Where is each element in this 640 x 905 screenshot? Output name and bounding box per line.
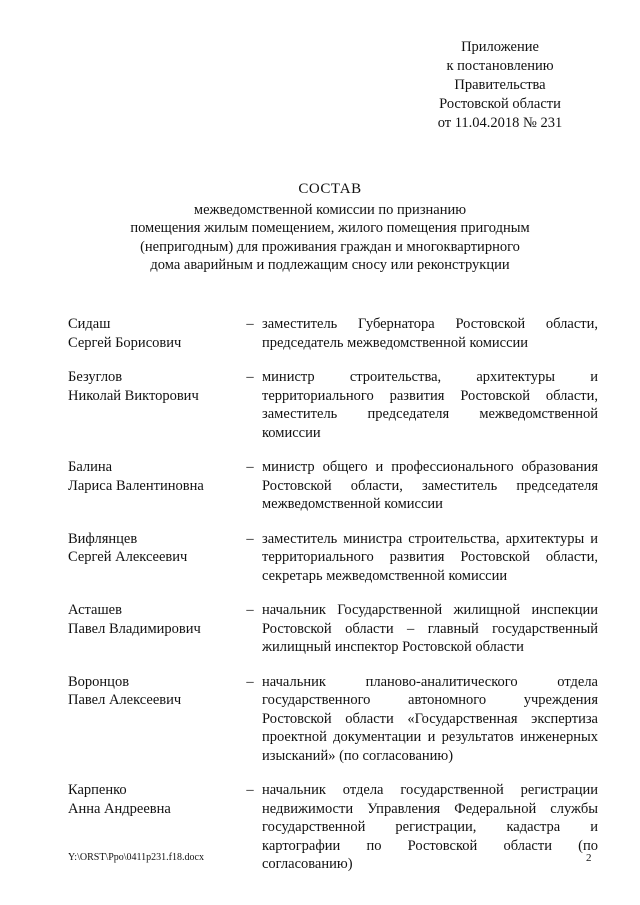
member-role: заместитель Губернатора Ростовской области, председатель межведомственной комиссии [262,316,598,351]
member-surname: Сидаш [68,316,111,332]
document-title [90,180,570,275]
member-role: заместитель министра строительства, архитектуры и территориального развития Ростовской области, секретарь межведомственной комиссии [262,530,598,584]
member-given-name: Лариса Валентиновна [68,477,204,494]
member-given-name: Сергей Борисович [68,334,182,351]
member-given-name: Павел Алексеевич [68,692,182,708]
member-name [68,530,238,586]
member-dash: – [246,459,254,475]
member-role: начальник Государственной жилищной инспекции Ростовской области – главный государственный жилищный инспектор Ростовской области [262,602,598,655]
title-line: межведомственной комиссии по признанию [193,201,467,218]
member-surname: Вифлянцев [68,530,138,547]
member-name [68,368,238,442]
member-given-name: Павел Владимирович [68,620,201,637]
member-name [68,673,238,766]
appendix-line: Ростовской области [439,96,561,112]
member-dash: – [246,369,254,385]
member-role: министр общего и профессионального образования Ростовской области, заместитель председателя межведомственной комиссии [262,459,598,512]
title-subtitle [90,201,570,275]
appendix-line: к постановлению [446,58,554,74]
member-name [68,458,238,514]
member-dash: – [246,782,254,798]
member-name [68,315,238,352]
member-surname: Балина [68,459,113,475]
member-row [68,458,598,514]
member-row [68,315,598,352]
appendix-line: Приложение [461,39,539,55]
member-row [68,368,598,442]
appendix-line: Правительства [454,77,546,93]
member-given-name: Николай Викторович [68,387,199,404]
member-given-name: Сергей Алексеевич [68,549,188,565]
member-surname: Безуглов [68,369,123,385]
member-surname: Карпенко [68,782,127,798]
member-name [68,601,238,657]
member-role: министр строительства, архитектуры и территориального развития Ростовской области, заместитель председателя межведомственной комиссии [262,369,598,441]
member-dash: – [246,316,254,332]
member-list [68,315,598,874]
member-row [68,673,598,766]
title-line: помещения жилым помещением, жилого помещения пригодным [130,220,530,236]
appendix-block [410,38,590,133]
member-role: начальник планово-аналитического отдела государственного автономного учреждения Ростовской области «Государственная экспертиза проектной документации и результатов инженерных изысканий» (по согласованию) [262,673,598,764]
footer-file-path: Y:\ORST\Ppo\0411p231.f18.docx [68,852,204,863]
member-surname: Воронцов [68,673,130,690]
appendix-line: от 11.04.2018 № 231 [437,115,563,131]
member-row [68,530,598,586]
member-row [68,601,598,657]
page-number: 2 [586,852,592,864]
member-dash: – [246,602,254,618]
member-dash: – [246,673,254,690]
member-given-name: Анна Андреевна [68,800,171,817]
member-role: начальник отдела государственной регистрации недвижимости Управления Федеральной службы государственной регистрации, кадастра и картографии по Ростовской области (по согласованию) [262,782,598,872]
title-line: дома аварийным и подлежащим сносу или реконструкции [150,257,510,273]
member-surname: Асташев [68,602,122,618]
title-heading: СОСТАВ [298,181,362,197]
member-dash: – [246,530,254,547]
title-line: (непригодным) для проживания граждан и многоквартирного [140,238,520,255]
